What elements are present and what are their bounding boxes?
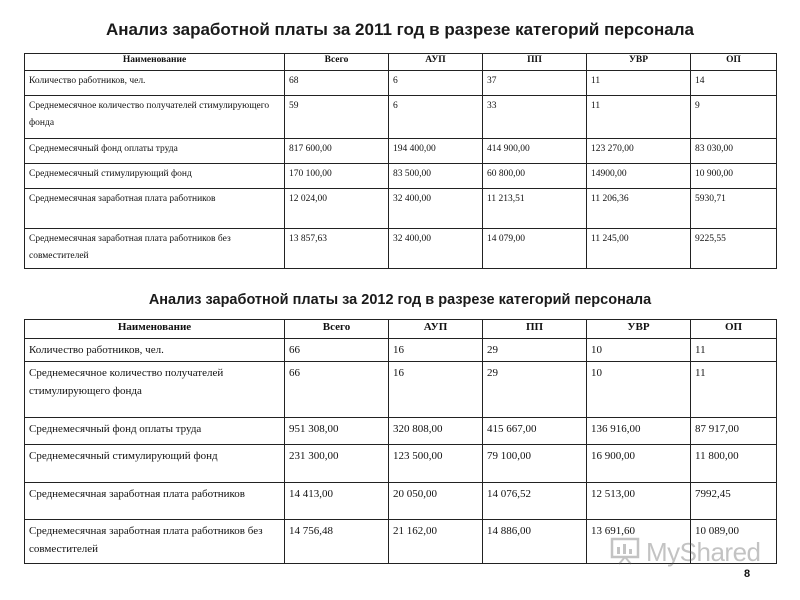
table-cell: 16 900,00	[587, 445, 691, 483]
table-cell: Среднемесячная заработная плата работников без совместителей	[25, 229, 285, 269]
table-row	[25, 418, 777, 445]
table-cell: 414 900,00	[483, 139, 587, 164]
table-cell: 320 808,00	[389, 418, 483, 445]
header-uvr: УВР	[587, 54, 691, 71]
table-cell: 11	[587, 71, 691, 96]
header-aup: АУП	[389, 320, 483, 339]
header-total: Всего	[285, 320, 389, 339]
table-row	[25, 483, 777, 520]
table-row	[25, 339, 777, 362]
table-cell: 6	[389, 96, 483, 139]
table-cell: 87 917,00	[691, 418, 777, 445]
table-header-row	[25, 320, 777, 339]
table-cell: 66	[285, 339, 389, 362]
table-cell: 415 667,00	[483, 418, 587, 445]
table-cell: Среднемесячное количество получателей стимулирующего фонда	[25, 362, 285, 418]
table-cell: 37	[483, 71, 587, 96]
table-cell: 10	[587, 362, 691, 418]
table-row	[25, 139, 777, 164]
table-cell: 14	[691, 71, 777, 96]
title-2011: Анализ заработной платы за 2011 год в разрезе категорий персонала	[105, 20, 694, 39]
table-cell: 14 076,52	[483, 483, 587, 520]
table-cell: 60 800,00	[483, 164, 587, 189]
table-cell: 11 213,51	[483, 189, 587, 229]
table-cell: 951 308,00	[285, 418, 389, 445]
table-cell: 11	[691, 339, 777, 362]
table-cell: 10 900,00	[691, 164, 777, 189]
table-cell: 32 400,00	[389, 189, 483, 229]
table-cell: 59	[285, 96, 389, 139]
table-cell: 83 500,00	[389, 164, 483, 189]
table-cell: 14 413,00	[285, 483, 389, 520]
table-cell: 9225,55	[691, 229, 777, 269]
table-row	[25, 189, 777, 229]
table-cell: 66	[285, 362, 389, 418]
header-aup: АУП	[389, 54, 483, 71]
table-cell: 10 089,00	[691, 520, 777, 564]
table-row	[25, 164, 777, 189]
table-cell: Среднемесячная заработная плата работников	[25, 189, 285, 229]
table-cell: 32 400,00	[389, 229, 483, 269]
table-cell: 11 206,36	[587, 189, 691, 229]
table-cell: 14 886,00	[483, 520, 587, 564]
table-cell: 20 050,00	[389, 483, 483, 520]
header-uvr: УВР	[587, 320, 691, 339]
table-cell: 10	[587, 339, 691, 362]
table-cell: 12 024,00	[285, 189, 389, 229]
table-cell: 11 245,00	[587, 229, 691, 269]
table-cell: 11	[587, 96, 691, 139]
header-op: ОП	[691, 54, 777, 71]
table-cell: 123 500,00	[389, 445, 483, 483]
table-cell: 79 100,00	[483, 445, 587, 483]
table-cell: 5930,71	[691, 189, 777, 229]
table-row	[25, 445, 777, 483]
table-row	[25, 362, 777, 418]
table-header-row	[25, 54, 777, 71]
table-cell: 13 857,63	[285, 229, 389, 269]
table-cell: Среднемесячный фонд оплаты труда	[25, 418, 285, 445]
table-cell: 14 079,00	[483, 229, 587, 269]
presentation-board-icon	[610, 537, 640, 565]
table-cell: 11	[691, 362, 777, 418]
table-row	[25, 229, 777, 269]
table-cell: 136 916,00	[587, 418, 691, 445]
table-cell: 817 600,00	[285, 139, 389, 164]
table-cell: 9	[691, 96, 777, 139]
table-cell: 16	[389, 362, 483, 418]
table-cell: 12 513,00	[587, 483, 691, 520]
table-cell: 29	[483, 339, 587, 362]
table-cell: Среднемесячное количество получателей стимулирующего фонда	[25, 96, 285, 139]
table-cell: Количество работников, чел.	[25, 71, 285, 96]
salary-table-2011	[24, 53, 777, 269]
table-cell: 29	[483, 362, 587, 418]
table-row	[25, 71, 777, 96]
watermark-text: MyShared	[646, 537, 761, 567]
salary-table-2012	[24, 319, 777, 564]
table-cell: 6	[389, 71, 483, 96]
table-cell: 21 162,00	[389, 520, 483, 564]
header-pp: ПП	[483, 320, 587, 339]
table-cell: Среднемесячная заработная плата работников без совместителей	[25, 520, 285, 564]
header-total: Всего	[285, 54, 389, 71]
header-pp: ПП	[483, 54, 587, 71]
table-cell: 14 756,48	[285, 520, 389, 564]
table-cell: Среднемесячный стимулирующий фонд	[25, 445, 285, 483]
table-cell: 14900,00	[587, 164, 691, 189]
table-cell: 11 800,00	[691, 445, 777, 483]
table-cell: Количество работников, чел.	[25, 339, 285, 362]
table-cell: Среднемесячный стимулирующий фонд	[25, 164, 285, 189]
table-cell: 16	[389, 339, 483, 362]
title-2012: Анализ заработной платы за 2012 год в разрезе категорий персонала	[148, 292, 652, 308]
table-cell: 13 691,60	[587, 520, 691, 564]
page-number: 8	[744, 568, 751, 580]
header-name: Наименование	[25, 320, 285, 339]
table-cell: 123 270,00	[587, 139, 691, 164]
table-cell: 231 300,00	[285, 445, 389, 483]
header-name: Наименование	[25, 54, 285, 71]
table-cell: 68	[285, 71, 389, 96]
table-row	[25, 96, 777, 139]
header-op: ОП	[691, 320, 777, 339]
myshared-watermark	[610, 535, 770, 571]
table-cell: Среднемесячная заработная плата работников	[25, 483, 285, 520]
table-cell: 83 030,00	[691, 139, 777, 164]
table-cell: Среднемесячный фонд оплаты труда	[25, 139, 285, 164]
table-cell: 33	[483, 96, 587, 139]
table-cell: 194 400,00	[389, 139, 483, 164]
table-cell: 170 100,00	[285, 164, 389, 189]
table-cell: 7992,45	[691, 483, 777, 520]
